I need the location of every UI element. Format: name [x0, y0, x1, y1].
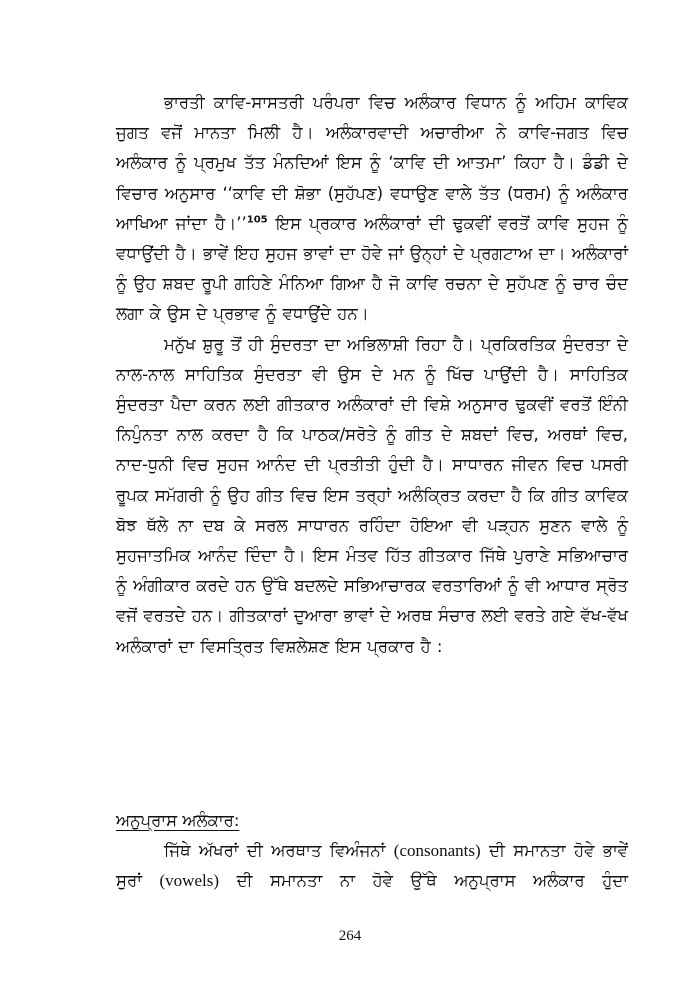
definition-segment-3: ਦੀ ਸਮਾਨਤਾ ਨਾ ਹੋਵੇ ਉੱਥੇ ਅਨੁਪ੍ਰਾਸ ਅਲੰਕਾਰ ਹੁੰਦਾ: [219, 871, 628, 891]
page-number: 264: [338, 928, 362, 944]
definition-segment-1: ਜਿੱਥੇ ਅੱਖਰਾਂ ਦੀ ਅਰਥਾਤ ਵਿਅੰਜਨਾਂ: [164, 841, 394, 860]
term-consonants: (consonants): [393, 841, 481, 860]
paragraph-anupras-definition: [116, 836, 628, 896]
paragraph-1-part-2: ਇਸ ਪ੍ਰਕਾਰ ਅਲੰਕਾਰਾਂ ਦੀ ਢੁਕਵੀਂ ਵਰਤੋਂ ਕਾਵਿ ਸੁਹਜ ਨੂੰ ਵਧਾਉਂਦੀ ਹੈ। ਭਾਵੇਂ ਇਹ ਸੁਹਜ ਭਾਵਾਂ ਦਾ ਹੋਵੇ ਜਾਂ ਉਨ੍ਹਾਂ ਦੇ ਪ੍ਰਗਟਾਅ ਦਾ। ਅਲੰਕਾਰਾਂ ਨੂੰ ਉਹ ਸ਼ਬਦ ਰੂਪੀ ਗਹਿਣੇ ਮੰਨਿਆ ਗਿਆ ਹੈ ਜੋ ਕਾਵਿ ਰਚਨਾ ਦੇ ਸੁਹੱਪਣ ਨੂੰ ਚਾਰ ਚੰਦ ਲਗਾ ਕੇ ਉਸ ਦੇ ਪ੍ਰਭਾਵ ਨੂੰ ਵਧਾਉਂਦੇ ਹਨ।: [116, 213, 628, 324]
section-heading-anupras: ਅਨੁਪ੍ਰਾਸ ਅਲੰਕਾਰ:: [116, 811, 240, 830]
term-vowels: (vowels): [159, 871, 219, 891]
body-text: [116, 88, 628, 662]
footnote-marker: 105: [246, 214, 268, 226]
paragraph-beauty: ਮਨੁੱਖ ਸ਼ੁਰੂ ਤੋਂ ਹੀ ਸੁੰਦਰਤਾ ਦਾ ਅਭਿਲਾਸ਼ੀ ਰਿਹਾ ਹੈ। ਪ੍ਰਕਿਰਤਿਕ ਸੁੰਦਰਤਾ ਦੇ ਨਾਲ-ਨਾਲ ਸਾਹਿਤਿਕ ਸੁੰਦਰਤਾ ਵੀ ਉਸ ਦੇ ਮਨ ਨੂੰ ਖਿੱਚ ਪਾਉਂਦੀ ਹੈ। ਸਾਹਿਤਿਕ ਸੁੰਦਰਤਾ ਪੈਦਾ ਕਰਨ ਲਈ ਗੀਤਕਾਰ ਅਲੰਕਾਰਾਂ ਦੀ ਵਿਸ਼ੇ ਅਨੁਸਾਰ ਢੁਕਵੀਂ ਵਰਤੋਂ ਇੰਨੀ ਨਿਪੁੰਨਤਾ ਨਾਲ ਕਰਦਾ ਹੈ ਕਿ ਪਾਠਕ/ਸਰੋਤੇ ਨੂੰ ਗੀਤ ਦੇ ਸ਼ਬਦਾਂ ਵਿਚ, ਅਰਥਾਂ ਵਿਚ, ਨਾਦ-ਧੁਨੀ ਵਿਚ ਸੁਹਜ ਆਨੰਦ ਦੀ ਪ੍ਰਤੀਤੀ ਹੁੰਦੀ ਹੈ। ਸਾਧਾਰਨ ਜੀਵਨ ਵਿਚ ਪਸਰੀ ਰੂਪਕ ਸਮੱਗਰੀ ਨੂੰ ਉਹ ਗੀਤ ਵਿਚ ਇਸ ਤਰ੍ਹਾਂ ਅਲੰਕ੍ਰਿਤ ਕਰਦਾ ਹੈ ਕਿ ਗੀਤ ਕਾਵਿਕ ਬੋਝ ਥੱਲੇ ਨਾ ਦਬ ਕੇ ਸਰਲ ਸਾਧਾਰਨ ਰਹਿੰਦਾ ਹੋਇਆ ਵੀ ਪੜ੍ਹਨ ਸੁਣਨ ਵਾਲੇ ਨੂੰ ਸੁਹਜਾਤਮਿਕ ਆਨੰਦ ਦਿੰਦਾ ਹੈ। ਇਸ ਮੰਤਵ ਹਿੱਤ ਗੀਤਕਾਰ ਜਿੱਥੇ ਪੁਰਾਣੇ ਸਭਿਆਚਾਰ ਨੂੰ ਅੰਗੀਕਾਰ ਕਰਦੇ ਹਨ ਉੱਥੇ ਬਦਲਦੇ ਸਭਿਆਚਾਰਕ ਵਰਤਾਰਿਆਂ ਨੂੰ ਵੀ ਆਧਾਰ ਸ੍ਰੋਤ ਵਜੋਂ ਵਰਤਦੇ ਹਨ। ਗੀਤਕਾਰਾਂ ਦੁਆਰਾ ਭਾਵਾਂ ਦੇ ਅਰਥ ਸੰਚਾਰ ਲਈ ਵਰਤੇ ਗਏ ਵੱਖ-ਵੱਖ ਅਲੰਕਾਰਾਂ ਦਾ ਵਿਸਤ੍ਰਿਤ ਵਿਸ਼ਲੇਸ਼ਣ ਇਸ ਪ੍ਰਕਾਰ ਹੈ :: [116, 334, 628, 656]
paragraph-alankar-intro: [116, 88, 628, 330]
paragraph-1-part-1: ਭਾਰਤੀ ਕਾਵਿ-ਸਾਸਤਰੀ ਪਰੰਪਰਾ ਵਿਚ ਅਲੰਕਾਰ ਵਿਧਾਨ ਨੂੰ ਅਹਿਮ ਕਾਵਿਕ ਜੁਗਤ ਵਜੋਂ ਮਾਨਤਾ ਮਿਲੀ ਹੈ। ਅਲੰਕਾਰਵਾਦੀ ਅਚਾਰੀਆ ਨੇ ਕਾਵਿ-ਜਗਤ ਵਿਚ ਅਲੰਕਾਰ ਨੂੰ ਪ੍ਰਮੁਖ ਤੱਤ ਮੰਨਦਿਆਂ ਇਸ ਨੂੰ ‘ਕਾਵਿ ਦੀ ਆਤਮਾ’ ਕਿਹਾ ਹੈ। ਡੰਡੀ ਦੇ ਵਿਚਾਰ ਅਨੁਸਾਰ ‘‘ਕਾਵਿ ਦੀ ਸ਼ੋਭਾ (ਸੁਹੱਪਣ) ਵਧਾਉਣ ਵਾਲੇ ਤੱਤ (ਧਰਮ) ਨੂੰ ਅਲੰਕਾਰ ਆਖਿਆ ਜਾਂਦਾ ਹੈ।’’: [116, 93, 628, 233]
section-body: [116, 836, 628, 896]
definition-segment-2: ਦੀ ਸਮਾਨਤਾ ਹੋਵੇ ਭਾਵੇਂ ਸੁਰਾਂ: [116, 841, 628, 891]
